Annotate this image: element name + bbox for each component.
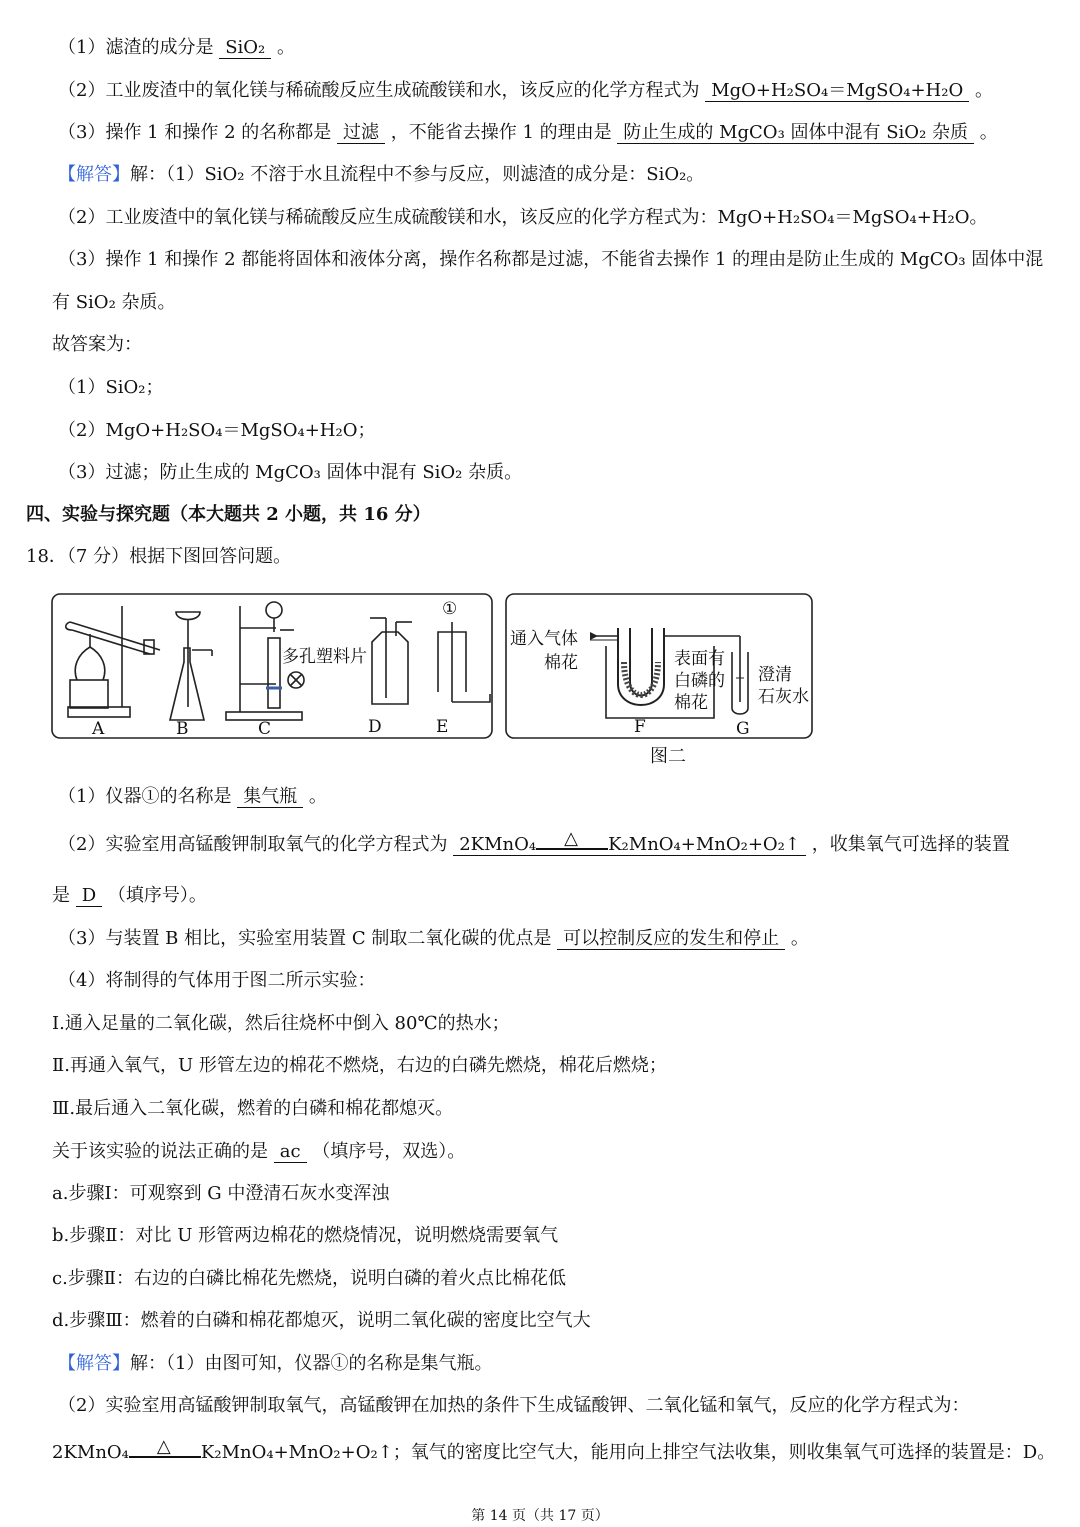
label-d: D <box>368 717 382 737</box>
q18-step-2: Ⅱ.再通入氧气，U 形管左边的棉花不燃烧，右边的白磷先燃烧，棉花后燃烧； <box>52 1055 667 1076</box>
q17-part3: （3）操作 1 和操作 2 的名称都是 过滤 ，不能省去操作 1 的理由是 防止生成的 MgCO₃ 固体中混有 SiO₂ 杂质 。 <box>58 122 998 143</box>
label-c: C <box>258 719 272 739</box>
q17-part1: （1）滤渣的成分是 SiO₂ 。 <box>58 37 295 58</box>
q18-solution-1: 【解答】解：（1）由图可知，仪器①的名称是集气瓶。 <box>58 1353 493 1374</box>
option-b: b.步骤Ⅱ：对比 U 形管两边棉花的燃烧情况，说明燃烧需要氧气 <box>52 1225 559 1246</box>
phosphorus-label-1: 表面有 <box>674 649 725 669</box>
q18-part3: （3）与装置 B 相比，实验室用装置 C 制取二氧化碳的优点是 可以控制反应的发生和停止 。 <box>58 928 809 949</box>
section-heading: 四、实验与探究题（本大题共 2 小题，共 16 分） <box>26 504 431 525</box>
q18-part2: （2）实验室用高锰酸钾制取氧气的化学方程式为 2KMnO₄ △ K₂MnO₄+MnO₂+O₂↑ ，收集氧气可选择的装置 <box>58 828 1010 855</box>
q17-answer-1: （1）SiO₂； <box>58 377 164 398</box>
q18-solution-2: （2）实验室用高锰酸钾制取氧气，高锰酸钾在加热的条件下生成锰酸钾、二氧化锰和氧气，反应的化学方程式为： <box>58 1395 970 1416</box>
label-e: E <box>436 717 449 737</box>
q17-solution-3a: （3）操作 1 和操作 2 都能将固体和液体分离，操作名称都是过滤，不能省去操作 1 的理由是防止生成的 MgCO₃ 固体中混 <box>58 249 1044 270</box>
figure-caption: 图二 <box>650 746 686 767</box>
cotton-label: 棉花 <box>544 653 578 673</box>
phosphorus-label-3: 棉花 <box>674 693 708 713</box>
phosphorus-label-2: 白磷的 <box>674 671 725 691</box>
page-footer: 第 14 页（共 17 页） <box>471 1508 609 1524</box>
answer-blank: MgO+H₂SO₄＝MgSO₄+H₂O <box>705 80 969 102</box>
q17-solution-3b: 有 SiO₂ 杂质。 <box>52 292 176 313</box>
q18-step-3: Ⅲ.最后通入二氧化碳，燃着的白磷和棉花都熄灭。 <box>52 1098 454 1119</box>
q18-solution-3: 2KMnO₄ △ K₂MnO₄+MnO₂+O₂↑；氧气的密度比空气大，能用向上排空气法收集，则收集氧气可选择的装置是：D。 <box>52 1436 1056 1463</box>
q17-solution-4: 故答案为： <box>52 334 142 355</box>
apparatus-d <box>370 618 412 704</box>
q17-solution-1: 【解答】解：（1）SiO₂ 不溶于水且流程中不参与反应，则滤渣的成分是：SiO₂。 <box>58 164 705 185</box>
label-a: A <box>92 719 105 739</box>
heating-condition-icon: △ <box>536 833 608 857</box>
option-a: a.步骤Ⅰ：可观察到 G 中澄清石灰水变浑浊 <box>52 1183 390 1204</box>
answer-blank: ac <box>274 1141 307 1163</box>
option-c: c.步骤Ⅱ：右边的白磷比棉花先燃烧，说明白磷的着火点比棉花低 <box>52 1268 567 1289</box>
q18-step-1: Ⅰ.通入足量的二氧化碳，然后往烧杯中倒入 80℃的热水； <box>52 1013 510 1034</box>
apparatus-b <box>170 612 212 720</box>
arrow-icon <box>590 632 598 640</box>
q18-question: 关于该实验的说法正确的是 ac （填序号，双选）。 <box>52 1141 466 1162</box>
answer-blank: 集气瓶 <box>237 786 303 808</box>
label-f: F <box>634 717 646 737</box>
q17-solution-2: （2）工业废渣中的氧化镁与稀硫酸反应生成硫酸镁和水，该反应的化学方程式为：MgO+H₂SO₄＝MgSO₄+H₂O。 <box>58 207 988 228</box>
q17-answer-3: （3）过滤；防止生成的 MgCO₃ 固体中混有 SiO₂ 杂质。 <box>58 462 523 483</box>
q18-part4: （4）将制得的气体用于图二所示实验： <box>58 970 376 991</box>
q18-part2b: 是 D （填序号）。 <box>52 885 207 906</box>
q17-answer-2: （2）MgO+H₂SO₄＝MgSO₄+H₂O； <box>58 420 376 441</box>
q18-title: 18．（7 分）根据下图回答问题。 <box>26 546 292 567</box>
apparatus-a <box>66 606 160 717</box>
gas-inlet-label: 通入气体 <box>510 629 578 649</box>
answer-blank: 2KMnO₄ △ K₂MnO₄+MnO₂+O₂↑ <box>453 834 806 856</box>
answer-blank: 过滤 <box>337 122 385 144</box>
apparatus-figure <box>50 592 820 742</box>
circle-one-label: ① <box>442 599 458 619</box>
limewater-label-1: 澄清 <box>758 665 792 685</box>
option-d: d.步骤Ⅲ：燃着的白磷和棉花都熄灭，说明二氧化碳的密度比空气大 <box>52 1310 591 1331</box>
q18-part1: （1）仪器①的名称是 集气瓶 。 <box>58 786 327 807</box>
label-g: G <box>736 719 750 739</box>
answer-blank: 可以控制反应的发生和停止 <box>557 928 785 950</box>
q17-part2: （2）工业废渣中的氧化镁与稀硫酸反应生成硫酸镁和水，该反应的化学方程式为 MgO+H₂SO₄＝MgSO₄+H₂O 。 <box>58 80 993 101</box>
answer-blank: D <box>76 885 102 907</box>
apparatus-e <box>438 622 490 702</box>
heating-condition-icon: △ <box>129 1441 201 1465</box>
label-b: B <box>176 719 189 739</box>
limewater-label-2: 石灰水 <box>758 687 809 707</box>
answer-blank: 防止生成的 MgCO₃ 固体中混有 SiO₂ 杂质 <box>617 122 974 144</box>
porous-plate-label: 多孔塑料片 <box>282 647 367 667</box>
solution-tag: 【解答】 <box>58 164 130 185</box>
solution-tag: 【解答】 <box>58 1353 130 1374</box>
answer-blank: SiO₂ <box>219 37 271 59</box>
